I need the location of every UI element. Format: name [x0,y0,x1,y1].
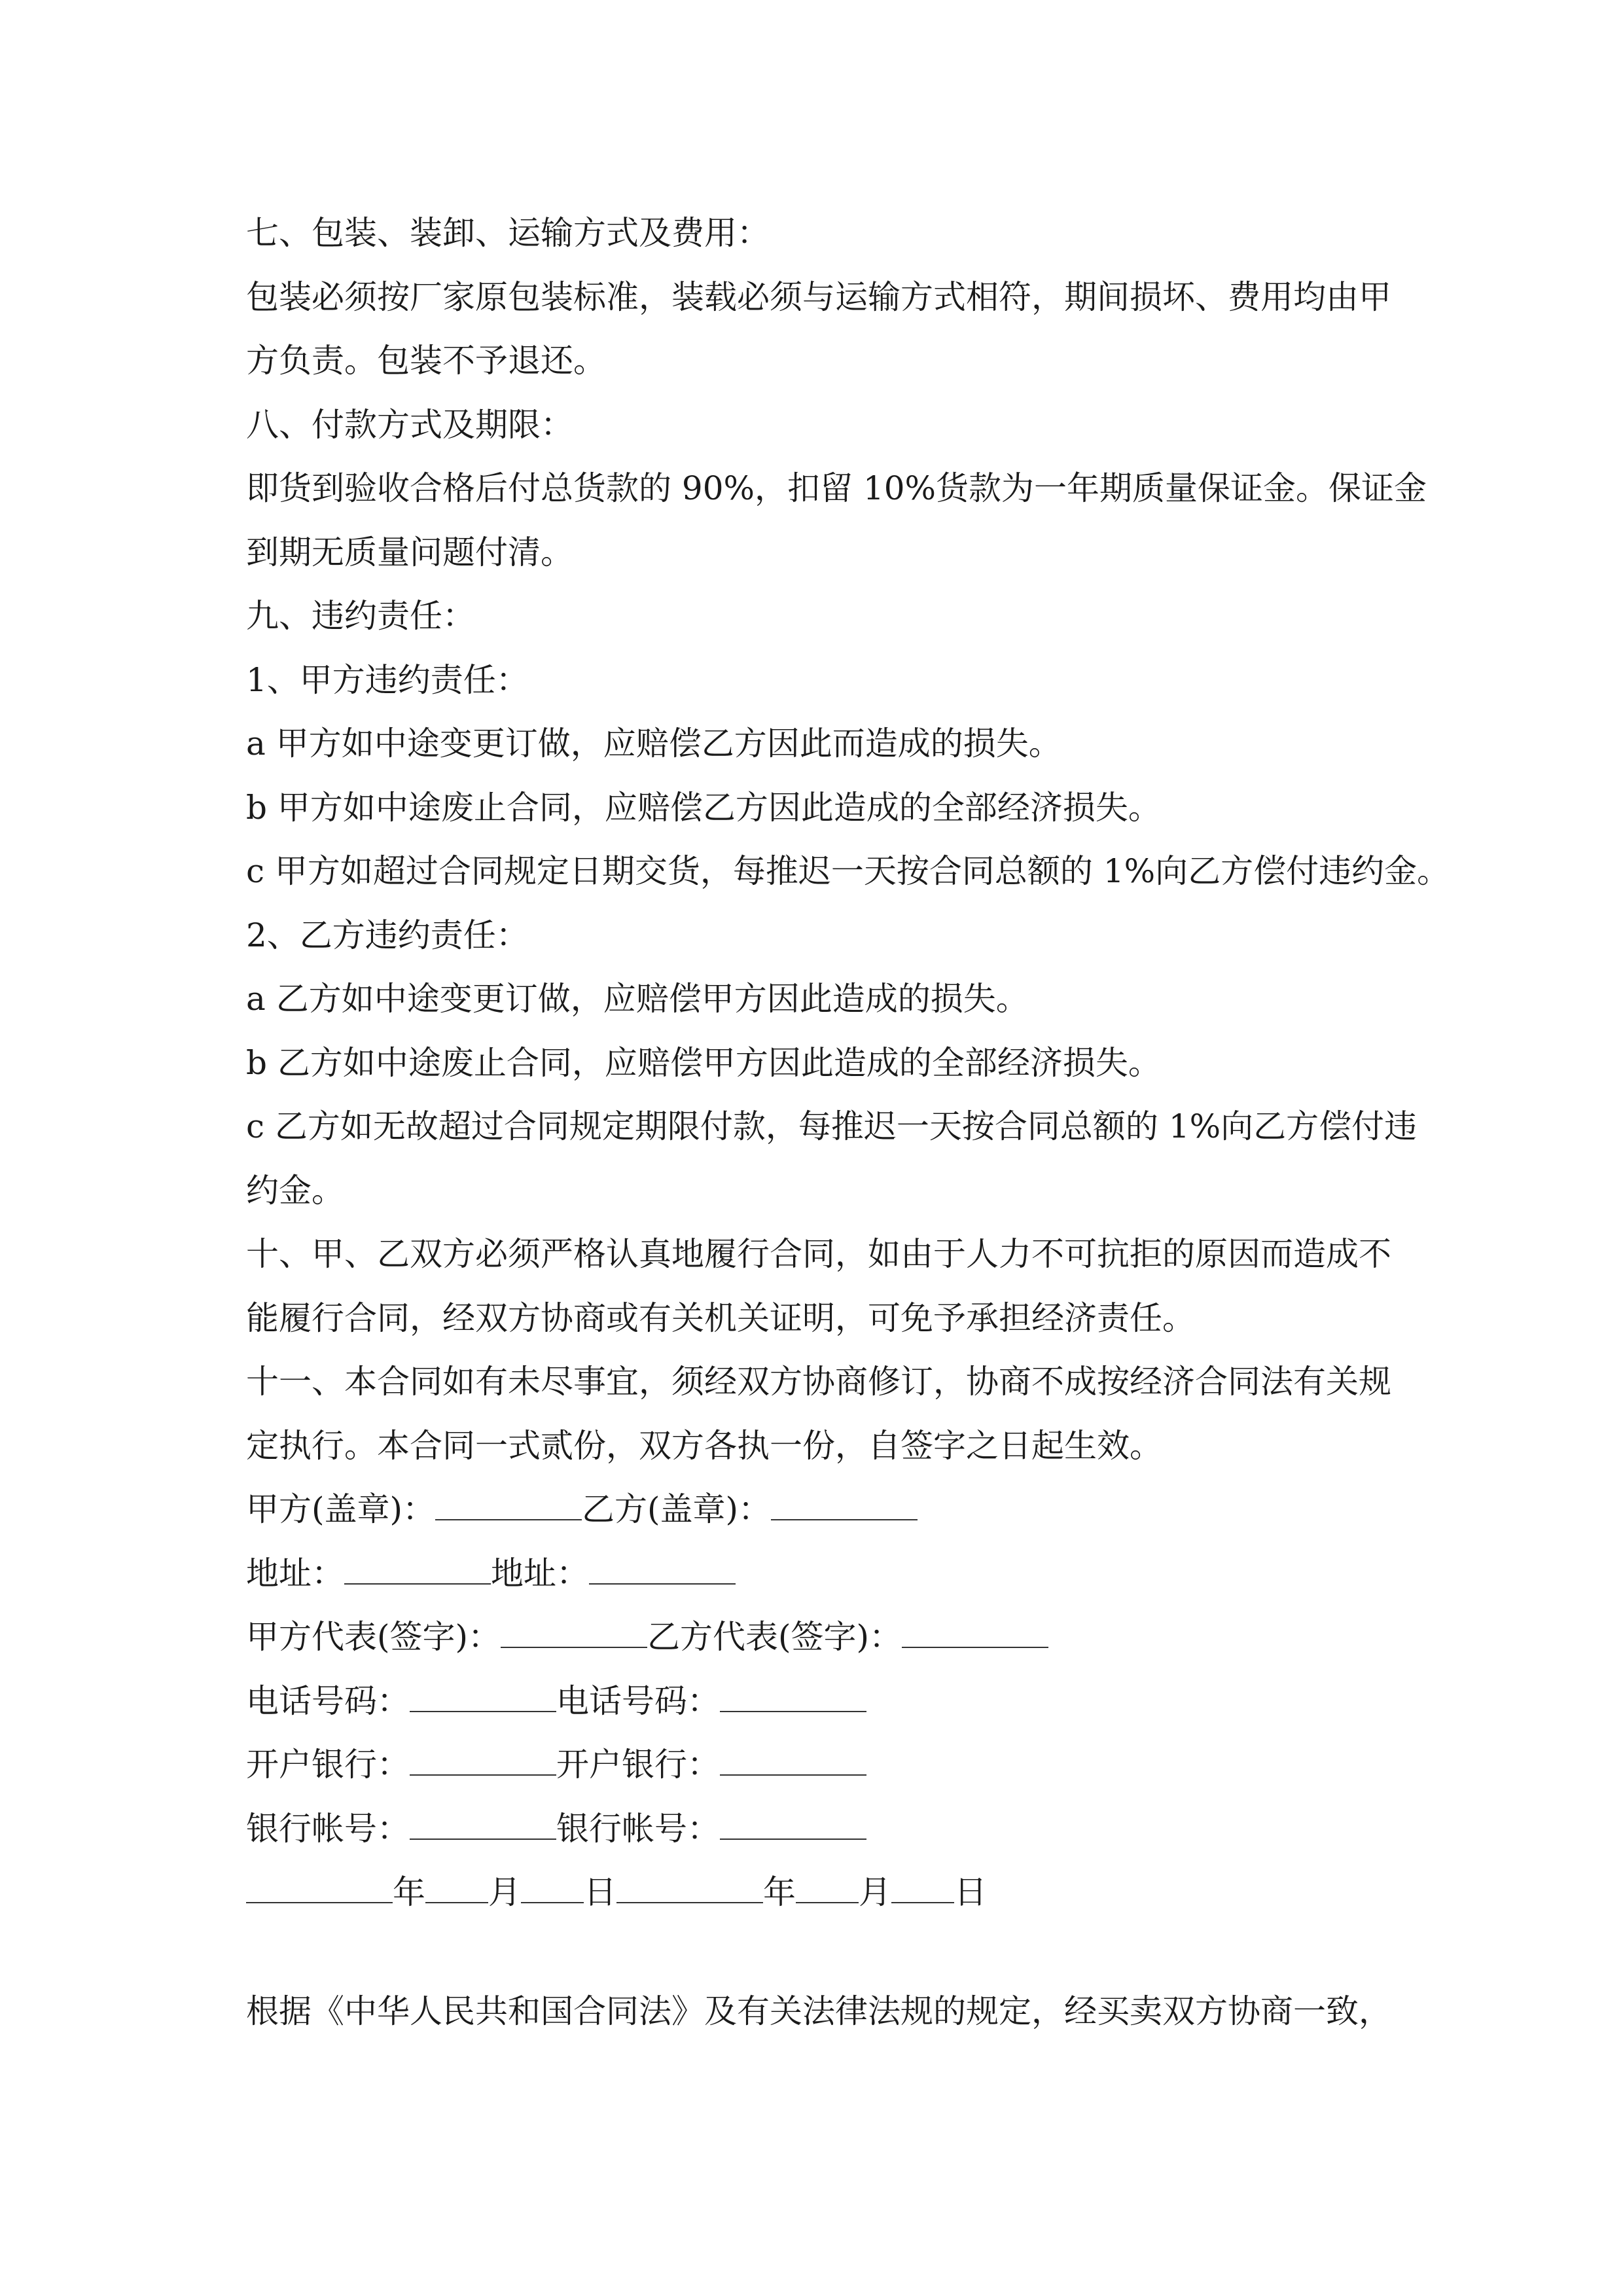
party-b-breach-title: 2、乙方违约责任： [246,916,529,954]
year-label: 年 [393,1873,425,1911]
party-a-rep-blank[interactable] [501,1609,647,1648]
party-a-day-blank[interactable] [521,1864,584,1903]
party-b-bank-blank[interactable] [720,1736,866,1776]
party-b-rep-blank[interactable] [902,1609,1048,1648]
party-b-breach-item: b 乙方如中途废止合同，应赔偿甲方因此造成的全部经济损失。 [246,1043,1161,1082]
party-a-phone-label: 电话号码： [246,1681,410,1720]
month-label: 月 [859,1873,891,1911]
section-11-text: 定执行。本合同一式贰份，双方各执一份，自签字之日起生效。 [246,1426,1162,1465]
day-label: 日 [954,1873,987,1911]
seal-line [246,1478,1385,1542]
contract-body [246,202,1450,1925]
date-line [246,1861,1385,1925]
party-b-year-blank[interactable] [616,1864,763,1903]
party-a-seal-blank[interactable] [435,1481,582,1520]
party-a-rep-label: 甲方代表(签字)： [246,1618,501,1656]
address-line [246,1542,1385,1606]
month-label: 月 [488,1873,521,1911]
party-b-phone-blank[interactable] [720,1673,866,1712]
section-8-title: 八、付款方式及期限： [246,405,573,444]
party-b-day-blank[interactable] [891,1864,954,1903]
party-a-breach-title: 1、甲方违约责任： [246,660,529,699]
party-a-year-blank[interactable] [246,1864,393,1903]
party-a-seal-label: 甲方(盖章)： [246,1490,436,1528]
party-b-breach-item: c 乙方如无故超过合同规定期限付款，每推迟一天按合同总额的 1%向乙方偿付违 [246,1107,1418,1145]
year-label: 年 [763,1873,796,1911]
party-b-account-blank[interactable] [720,1801,866,1840]
section-8-text: 到期无质量问题付清。 [246,533,573,571]
section-11-text: 十一、本合同如有未尽事宜，须经双方协商修订，协商不成按经济合同法有关规 [246,1363,1391,1401]
party-b-bank-label: 开户银行： [556,1746,720,1784]
section-7-text: 方负责。包装不予退还。 [246,342,606,380]
party-b-account-label: 银行帐号： [556,1809,720,1848]
section-7-title: 七、包装、装卸、运输方式及费用： [246,214,770,252]
party-a-address-label: 地址： [246,1554,344,1592]
party-a-phone-blank[interactable] [410,1673,556,1712]
party-a-breach-item: b 甲方如中途废止合同，应赔偿乙方因此造成的全部经济损失。 [246,788,1161,827]
party-a-account-label: 银行帐号： [246,1809,410,1848]
party-a-breach-item: c 甲方如超过合同规定日期交货，每推迟一天按合同总额的 1%向乙方偿付违约金。 [246,852,1450,890]
party-a-address-blank[interactable] [344,1545,491,1585]
party-b-rep-label: 乙方代表(签字)： [647,1618,902,1656]
party-b-address-label: 地址： [491,1554,589,1592]
party-a-bank-label: 开户银行： [246,1746,410,1784]
party-b-breach-item: 约金。 [246,1171,344,1210]
representative-line [246,1605,1385,1670]
account-line [246,1797,1385,1861]
party-b-phone-label: 电话号码： [556,1681,720,1720]
section-10-text: 十、甲、乙双方必须严格认真地履行合同，如由于人力不可抗拒的原因而造成不 [246,1235,1391,1273]
party-a-account-blank[interactable] [410,1801,556,1840]
party-b-seal-blank[interactable] [771,1481,918,1520]
party-a-month-blank[interactable] [425,1864,488,1903]
party-a-bank-blank[interactable] [410,1736,556,1776]
closing-paragraph: 根据《中华人民共和国合同法》及有关法律法规的规定，经买卖双方协商一致， [246,1992,1391,2030]
party-b-seal-label: 乙方(盖章)： [582,1490,772,1528]
section-7-text: 包装必须按厂家原包装标准，装载必须与运输方式相符，期间损坏、费用均由甲 [246,278,1391,316]
day-label: 日 [584,1873,616,1911]
section-10-text: 能履行合同，经双方协商或有关机关证明，可免予承担经济责任。 [246,1299,1195,1337]
section-8-text: 即货到验收合格后付总货款的 90%，扣留 10%货款为一年期质量保证金。保证金 [246,469,1427,507]
party-b-month-blank[interactable] [796,1864,859,1903]
party-a-breach-item: a 甲方如中途变更订做，应赔偿乙方因此而造成的损失。 [246,725,1061,762]
party-b-address-blank[interactable] [589,1545,736,1585]
section-9-title: 九、违约责任： [246,597,475,635]
phone-line [246,1670,1385,1734]
bank-line [246,1733,1385,1797]
party-b-breach-item: a 乙方如中途变更订做，应赔偿甲方因此造成的损失。 [246,980,1029,1018]
